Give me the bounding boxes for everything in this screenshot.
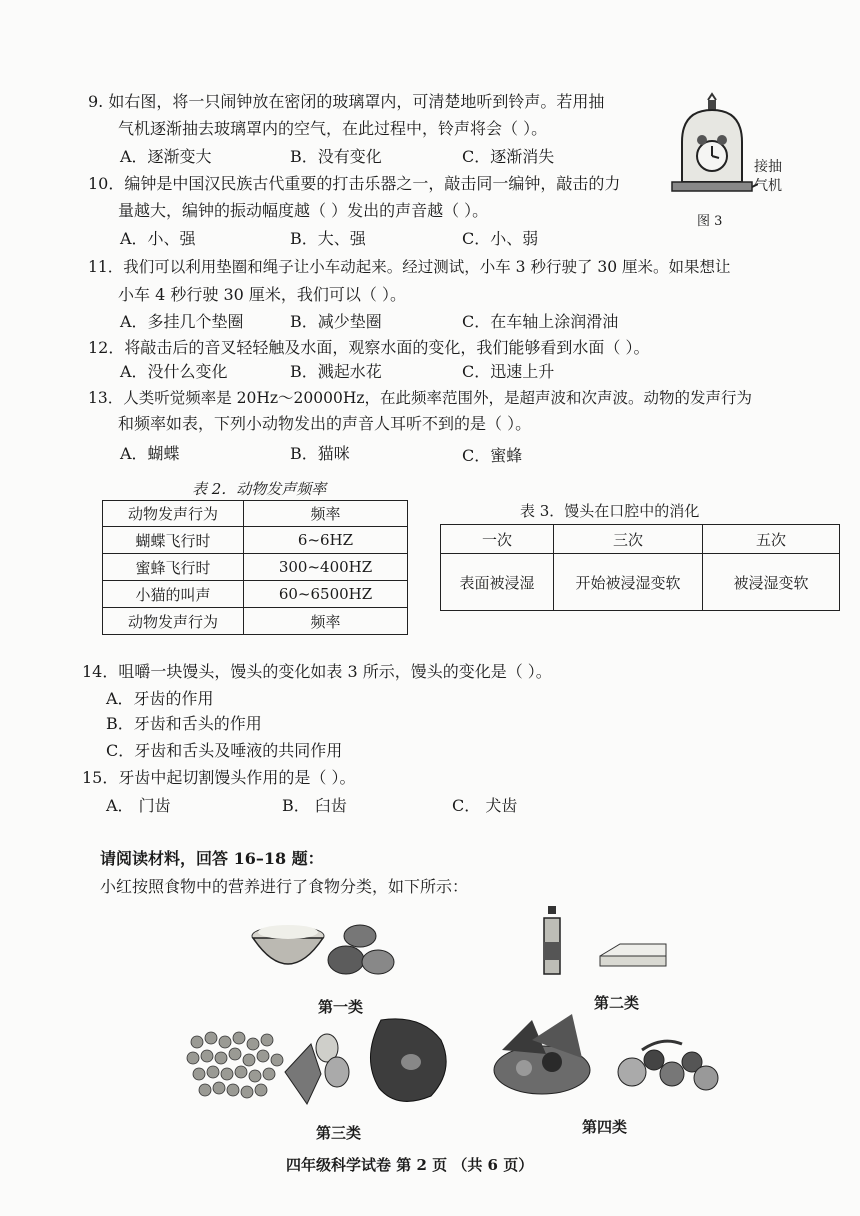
q13-line1: 13．人类听觉频率是 20Hz～20000Hz，在此频率范围外，是超声波和次声波。动物的发声行为 xyxy=(88,389,753,407)
table3-cell: 被浸湿变软 xyxy=(703,554,840,611)
table2-cell: 6~6HZ xyxy=(244,527,408,554)
table2-cell: 小猫的叫声 xyxy=(103,581,244,608)
q12-option-c: C．迅速上升 xyxy=(462,362,555,381)
q14-option-b: B．牙齿和舌头的作用 xyxy=(106,714,262,733)
q11-option-c: C．在车轴上涂润滑油 xyxy=(462,312,619,331)
table2-cell: 动物发声行为 xyxy=(103,608,244,635)
q14-line1: 14．咀嚼一块馒头，馒头的变化如表 3 所示，馒头的变化是（ ）。 xyxy=(82,662,552,681)
q9-option-c: C．逐渐消失 xyxy=(462,147,555,166)
q12-line1: 12．将敲击后的音叉轻轻触及水面，观察水面的变化，我们能够看到水面（ ）。 xyxy=(88,338,650,357)
food-group-3-label: 第三类 xyxy=(316,1124,362,1142)
page-footer: 四年级科学试卷 第 2 页 （共 6 页） xyxy=(286,1156,534,1174)
food-group-2-image xyxy=(540,906,670,978)
q9-line2: 气机逐渐抽去玻璃罩内的空气，在此过程中，铃声将会（ ）。 xyxy=(118,119,548,138)
table2 xyxy=(102,500,408,635)
q10-option-c: C．小、弱 xyxy=(462,229,539,248)
q15-option-c: C． 犬齿 xyxy=(452,796,518,815)
q13-option-b: B．猫咪 xyxy=(290,444,350,463)
table3-caption: 表 3．馒头在口腔中的消化 xyxy=(520,502,700,520)
table2-cell: 蝴蝶飞行时 xyxy=(103,527,244,554)
bell-jar-figure xyxy=(668,92,758,202)
q11-line2: 小车 4 秒行驶 30 厘米，我们可以（ ）。 xyxy=(118,285,406,304)
q13-line2: 和频率如表，下列小动物发出的声音人耳听不到的是（ ）。 xyxy=(118,414,532,433)
food-group-3-image xyxy=(185,1012,475,1112)
q10-option-b: B．大、强 xyxy=(290,229,366,248)
q10-line1: 10．编钟是中国汉民族古代重要的打击乐器之一，敲击同一编钟，敲击的力 xyxy=(88,174,621,193)
q15-line1: 15．牙齿中起切割馒头作用的是（ ）。 xyxy=(82,768,356,787)
table2-cell: 动物发声行为 xyxy=(103,501,244,527)
q10-line2: 量越大，编钟的振动幅度越（ ）发出的声音越（ ）。 xyxy=(118,201,489,220)
q12-option-b: B．溅起水花 xyxy=(290,362,382,381)
food-group-1-label: 第一类 xyxy=(318,998,364,1016)
table3-cell: 开始被浸湿变软 xyxy=(554,554,703,611)
q14-option-c: C．牙齿和舌头及唾液的共同作用 xyxy=(106,741,343,760)
table2-cell: 60~6500HZ xyxy=(244,581,408,608)
q11-option-b: B．减少垫圈 xyxy=(290,312,382,331)
reading-intro: 小红按照食物中的营养进行了食物分类，如下所示： xyxy=(100,877,469,896)
food-group-1-image xyxy=(250,918,400,990)
q13-option-c: C．蜜蜂 xyxy=(462,446,523,465)
figure3-pump-label: 接抽 气机 xyxy=(754,159,782,194)
table3-header: 三次 xyxy=(554,525,703,554)
table3-cell: 表面被浸湿 xyxy=(441,554,554,611)
q15-option-a: A． 门齿 xyxy=(106,796,171,815)
q9-option-b: B．没有变化 xyxy=(290,147,382,166)
q11-line1: 11．我们可以利用垫圈和绳子让小车动起来。经过测试，小车 3 秒行驶了 30 厘米。如果想让 xyxy=(88,258,731,276)
table3-header: 一次 xyxy=(441,525,554,554)
q9-line1: 9. 如右图，将一只闹钟放在密闭的玻璃罩内，可清楚地听到铃声。若用抽 xyxy=(88,92,605,111)
table2-cell: 频率 xyxy=(244,501,408,527)
food-group-4-image xyxy=(492,1010,732,1100)
table3 xyxy=(440,524,840,611)
table2-caption: 表 2．动物发声频率 xyxy=(192,480,327,498)
food-group-2-label: 第二类 xyxy=(594,994,640,1012)
table3-header: 五次 xyxy=(703,525,840,554)
q11-option-a: A．多挂几个垫圈 xyxy=(120,312,244,331)
table2-cell: 蜜蜂飞行时 xyxy=(103,554,244,581)
q12-option-a: A．没什么变化 xyxy=(120,362,228,381)
food-group-4-label: 第四类 xyxy=(582,1118,628,1136)
reading-title: 请阅读材料，回答 16–18 题： xyxy=(100,849,324,868)
q15-option-b: B． 臼齿 xyxy=(282,796,347,815)
q9-option-a: A．逐渐变大 xyxy=(120,147,212,166)
q13-option-a: A．蝴蝶 xyxy=(120,444,180,463)
q14-option-a: A．牙齿的作用 xyxy=(106,689,214,708)
table2-cell: 300~400HZ xyxy=(244,554,408,581)
figure3-caption: 图 3 xyxy=(697,214,723,229)
q10-option-a: A．小、强 xyxy=(120,229,196,248)
table2-cell: 频率 xyxy=(244,608,408,635)
